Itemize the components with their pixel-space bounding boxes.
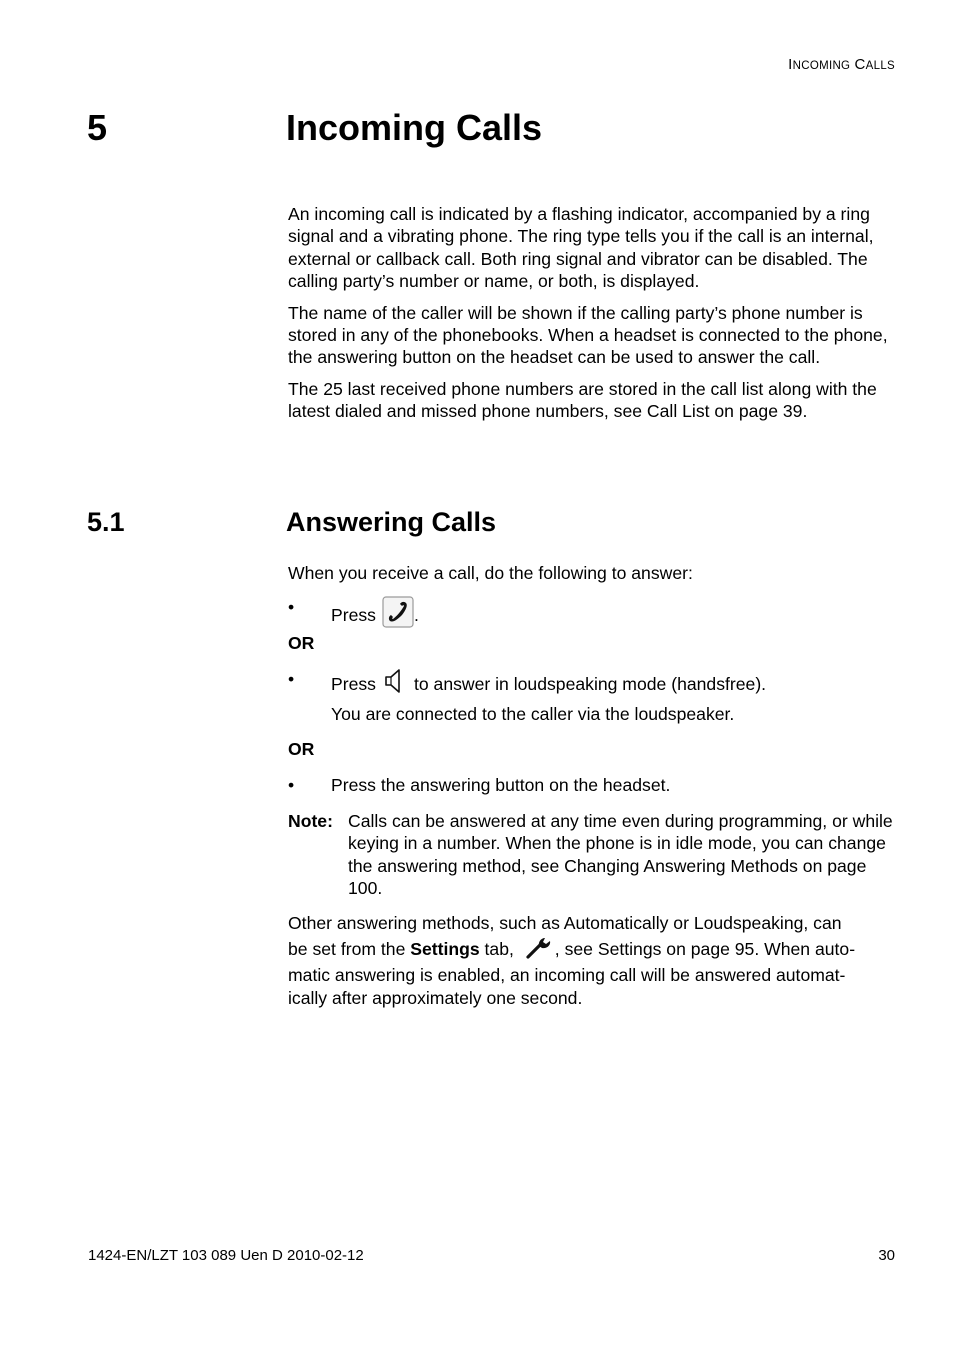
- step2-result: You are connected to the caller via the loudspeaker.: [331, 704, 735, 724]
- bullet: •: [288, 669, 295, 689]
- other-methods-paragraph: [288, 912, 898, 1009]
- running-header-initial: I: [788, 56, 793, 73]
- other-line-2-pre: be set from the: [288, 938, 406, 959]
- chapter-number: 5: [87, 107, 108, 148]
- settings-wrench-icon: [525, 935, 555, 965]
- other-line-2: [288, 935, 898, 965]
- other-line-1: Other answering methods, such as Automatically or Loudspeaking, can: [288, 913, 842, 933]
- running-header: [788, 56, 895, 73]
- footer-document-id: 1424-EN/LZT 103 089 Uen D 2010-02-12: [88, 1247, 364, 1264]
- note-label: Note:: [288, 811, 333, 831]
- step-press-headset: [288, 774, 898, 804]
- step1-period: .: [413, 604, 419, 625]
- step1-press-label: Press: [331, 604, 376, 625]
- other-line-2-mid: tab,: [484, 938, 514, 959]
- step2-description: to answer in loudspeaking mode (handsfree).: [413, 673, 767, 694]
- section-title: Answering Calls: [286, 507, 497, 537]
- other-line-3: matic answering is enabled, an incoming call will be answered automat-: [288, 965, 846, 986]
- step-press-loudspeaker: [288, 668, 898, 698]
- intro-paragraph-3: The 25 last received phone numbers are stored in the call list along with the latest dialed and missed phone numbers, see Call List on page 39.: [288, 378, 877, 422]
- loudspeaker-icon: [384, 668, 404, 699]
- or-label-1: OR: [288, 633, 315, 653]
- intro-paragraph-2: The name of the caller will be shown if the calling party’s phone number is stored in any of the phonebooks. When a headset is connected to the phone, the answering button on the headset can be used to answer the call.: [288, 302, 888, 368]
- chapter-title: Incoming Calls: [286, 107, 543, 148]
- off-hook-handset-icon: [382, 596, 414, 633]
- step3-text: Press the answering button on the headset.: [331, 775, 671, 795]
- step2-press-label: Press: [331, 673, 376, 694]
- answer-lead: When you receive a call, do the following to answer:: [288, 563, 693, 583]
- running-header-rest: NCOMING: [792, 60, 851, 72]
- intro-text: [288, 203, 898, 423]
- running-header-rest-2: ALLS: [865, 60, 895, 72]
- note-text: Calls can be answered at any time even during programming, or while keying in a number. When the phone is in idle mode, you can change the answering method, see Changing Answering Methods on page 100.: [348, 811, 893, 899]
- or-label-2: OR: [288, 739, 315, 759]
- other-line-2-post: , see Settings on page 95. When auto-: [554, 938, 856, 959]
- other-line-4: ically after approximately one second.: [288, 987, 583, 1008]
- intro-paragraph-1: An incoming call is indicated by a flashing indicator, accompanied by a ring signal and a vibrating phone. The ring type tells you if the call is an internal, external or callback call. Both ring signal and vibrator can be disabled. The calling party’s number or name, or both, is displayed.: [288, 204, 874, 292]
- bullet: •: [288, 597, 295, 617]
- running-header-initial-2: C: [854, 56, 866, 73]
- step-press-answer: [288, 596, 898, 626]
- footer-page-number: 30: [878, 1247, 895, 1264]
- bullet: •: [288, 775, 295, 795]
- note-block: [288, 810, 898, 900]
- settings-tab-label: Settings: [410, 938, 480, 959]
- section-number: 5.1: [87, 507, 125, 537]
